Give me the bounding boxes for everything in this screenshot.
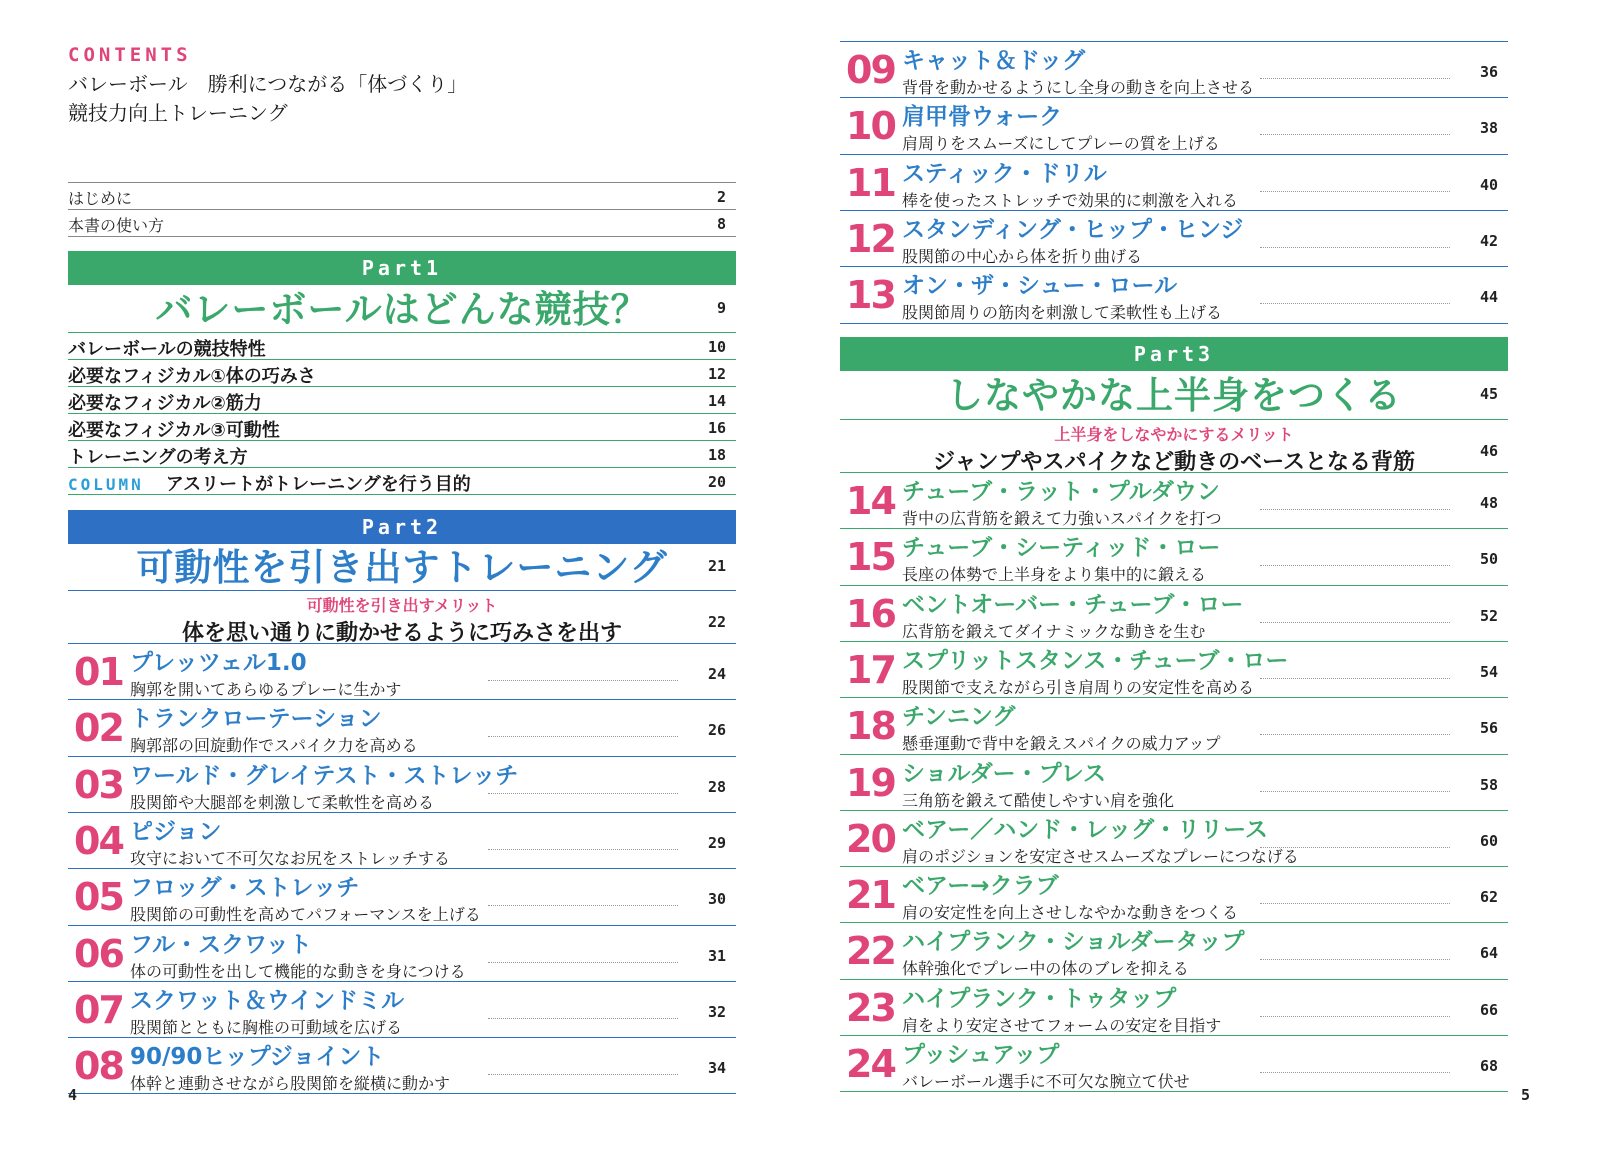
exercise-page: 29 xyxy=(707,833,726,852)
leader-dots xyxy=(1260,303,1450,304)
exercise-number: 08 xyxy=(74,1044,123,1089)
part1-item-title: トレーニングの考え方 xyxy=(68,447,248,468)
part3-bar: Part3 xyxy=(840,337,1508,371)
exercise-number: 02 xyxy=(74,706,123,751)
part1-page: 9 xyxy=(716,299,726,317)
part3-heading[interactable] xyxy=(840,371,1508,417)
exercise-title: チンニング xyxy=(902,704,1016,731)
exercise-number: 13 xyxy=(846,273,895,318)
exercise-page: 34 xyxy=(707,1059,726,1078)
exercise-title: スプリットスタンス・チューブ・ロー xyxy=(902,647,1289,674)
exercise-title: スクワット＆ウインドミル xyxy=(130,987,405,1014)
leader-dots xyxy=(1260,78,1450,79)
page-number-right: 5 xyxy=(1520,1086,1530,1104)
exercise-entry[interactable] xyxy=(840,528,1508,585)
exercise-number: 12 xyxy=(846,216,895,261)
exercise-number: 15 xyxy=(846,535,895,580)
book-title-line2: 競技力向上トレーニング xyxy=(68,101,288,125)
leader-dots xyxy=(1260,191,1450,192)
exercise-number: 04 xyxy=(74,818,123,863)
exercise-entry[interactable] xyxy=(68,1037,736,1094)
leader-dots xyxy=(1260,247,1450,248)
toc-item-intro[interactable] xyxy=(68,182,736,210)
exercise-title: プレッツェル1.0 xyxy=(130,650,307,676)
column-page: 20 xyxy=(707,473,726,491)
exercise-entry[interactable] xyxy=(840,210,1508,267)
part3-title: しなやかな上半身をつくる xyxy=(946,374,1402,417)
part1-item-page: 12 xyxy=(707,365,726,383)
leader-dots xyxy=(1260,509,1450,510)
exercise-title: ワールド・グレイテスト・ストレッチ xyxy=(130,762,519,789)
exercise-title: ベアー／ハンド・レッグ・リリース xyxy=(902,816,1268,843)
exercise-page: 31 xyxy=(707,946,726,965)
exercise-page: 40 xyxy=(1479,175,1498,194)
exercise-description: 胸郭部の回旋動作でスパイク力を高める xyxy=(130,736,418,756)
exercise-description: 肩の安定性を向上させしなやかな動きをつくる xyxy=(902,903,1239,923)
exercise-entry[interactable] xyxy=(840,266,1508,323)
exercise-number: 01 xyxy=(74,650,123,694)
exercise-page: 52 xyxy=(1479,606,1498,625)
part1-heading[interactable] xyxy=(68,285,736,331)
exercise-description: 体幹強化でプレー中の体のブレを抑える xyxy=(902,959,1189,979)
exercise-page: 24 xyxy=(707,665,726,683)
toc-item-howto[interactable] xyxy=(68,209,736,237)
exercise-entry[interactable] xyxy=(68,868,736,925)
exercise-number: 20 xyxy=(846,816,895,861)
exercise-description: 股関節の可動性を高めてパフォーマンスを上げる xyxy=(130,905,481,925)
exercise-number: 24 xyxy=(846,1042,895,1086)
merit-title: ジャンプやスパイクなど動きのベースとなる背筋 xyxy=(932,450,1416,475)
exercise-title: 肩甲骨ウォーク xyxy=(902,104,1063,131)
divider xyxy=(840,1091,1508,1092)
exercise-description: 股関節周りの筋肉を刺激して柔軟性も上げる xyxy=(902,303,1223,323)
exercise-page: 62 xyxy=(1479,888,1498,907)
exercise-entry[interactable] xyxy=(68,643,736,700)
book-title xyxy=(68,70,467,128)
leader-dots xyxy=(1260,1016,1450,1017)
part2-merit[interactable] xyxy=(68,590,736,646)
exercise-entry[interactable] xyxy=(68,981,736,1038)
merit-page: 22 xyxy=(707,613,726,631)
exercise-description: 懸垂運動で背中を鍛えスパイクの威力アップ xyxy=(902,734,1221,754)
part1-item-page: 18 xyxy=(707,446,726,464)
exercise-description: 背骨を動かせるようにし全身の動きを向上させる xyxy=(902,78,1255,97)
exercise-page: 26 xyxy=(707,721,726,740)
exercise-description: 股関節の中心から体を折り曲げる xyxy=(902,246,1143,266)
exercise-title: ベアー→クラブ xyxy=(902,873,1059,900)
exercise-description: 広背筋を鍛えてダイナミックな動きを生む xyxy=(902,621,1206,641)
leader-dots xyxy=(488,736,678,737)
column-title: アスリートがトレーニングを行う目的 xyxy=(165,474,471,495)
merit-page: 46 xyxy=(1479,442,1498,460)
exercise-title: 90/90ヒップジョイント xyxy=(130,1044,385,1071)
exercise-number: 21 xyxy=(846,873,895,918)
exercise-page: 54 xyxy=(1479,662,1498,681)
part2-heading[interactable] xyxy=(68,543,736,589)
exercise-entry[interactable] xyxy=(840,979,1508,1036)
exercise-title: キャット＆ドッグ xyxy=(902,48,1086,74)
exercise-number: 14 xyxy=(846,479,895,523)
exercise-description: 三角筋を鍛えて酷使しやすい肩を強化 xyxy=(902,790,1175,810)
part1-item-title: バレーボールの競技特性 xyxy=(68,339,266,360)
contents-label: CONTENTS xyxy=(68,44,192,66)
exercise-title: フロッグ・ストレッチ xyxy=(130,875,360,902)
exercise-page: 32 xyxy=(707,1002,726,1021)
part1-item-title: 必要なフィジカル②筋力 xyxy=(68,393,262,414)
toc-item-title: 本書の使い方 xyxy=(68,216,165,235)
exercise-title: ショルダー・プレス xyxy=(902,760,1107,787)
exercise-page: 50 xyxy=(1479,550,1498,569)
part3-merit[interactable] xyxy=(840,419,1508,475)
leader-dots xyxy=(488,905,678,906)
leader-dots xyxy=(1260,622,1450,623)
exercise-entry[interactable] xyxy=(68,756,736,813)
exercise-number: 05 xyxy=(74,875,123,920)
column-tag: COLUMN xyxy=(68,475,144,494)
leader-dots xyxy=(1260,959,1450,960)
part1-item-page: 14 xyxy=(707,392,726,410)
exercise-description: 肩のポジションを安定させスムーズなプレーにつなげる xyxy=(902,846,1299,866)
part2-title: 可動性を引き出すトレーニング xyxy=(136,546,668,589)
exercise-page: 30 xyxy=(707,890,726,909)
leader-dots xyxy=(1260,791,1450,792)
exercise-page: 42 xyxy=(1479,231,1498,250)
toc-item-page: 8 xyxy=(716,215,726,233)
exercise-number: 22 xyxy=(846,929,895,974)
leader-dots xyxy=(488,962,678,963)
exercise-description: 股関節で支えながら引き肩周りの安定性を高める xyxy=(902,677,1255,697)
part1-item-title: 必要なフィジカル①体の巧みさ xyxy=(68,366,316,387)
exercise-description: 長座の体勢で上半身をより集中的に鍛える xyxy=(902,565,1207,585)
exercise-number: 07 xyxy=(74,987,123,1032)
exercise-page: 28 xyxy=(707,777,726,796)
exercise-number: 10 xyxy=(846,104,895,149)
exercise-entry[interactable] xyxy=(840,41,1508,98)
part1-item-title: 必要なフィジカル③可動性 xyxy=(68,420,280,441)
exercise-number: 03 xyxy=(74,762,123,807)
part1-title: バレーボールはどんな競技？ xyxy=(155,288,649,331)
exercise-entry[interactable] xyxy=(68,812,736,869)
exercise-entry[interactable] xyxy=(840,866,1508,923)
divider xyxy=(68,1093,736,1094)
exercise-title: ハイプランク・ショルダータップ xyxy=(902,929,1245,956)
part1-item[interactable] xyxy=(68,413,736,441)
exercise-number: 23 xyxy=(846,985,895,1030)
leader-dots xyxy=(488,1018,678,1019)
exercise-description: 胸郭を開いてあらゆるプレーに生かす xyxy=(130,680,402,699)
exercise-title: オン・ザ・シュー・ロール xyxy=(902,273,1178,300)
exercise-entry[interactable] xyxy=(840,754,1508,811)
exercise-title: プッシュアップ xyxy=(902,1042,1060,1068)
exercise-description: 体幹と連動させながら股関節を縦横に動かす xyxy=(130,1074,451,1094)
exercise-entry[interactable] xyxy=(840,810,1508,867)
exercise-description: 攻守において不可欠なお尻をストレッチする xyxy=(130,848,450,868)
exercise-number: 19 xyxy=(846,760,895,805)
part2-bar: Part2 xyxy=(68,510,736,544)
exercise-number: 11 xyxy=(846,160,895,205)
exercise-title: ピジョン xyxy=(130,818,222,845)
exercise-number: 06 xyxy=(74,931,123,976)
merit-subtitle: 可動性を引き出すメリット xyxy=(306,596,498,615)
part1-bar: Part1 xyxy=(68,251,736,285)
leader-dots xyxy=(488,680,678,681)
leader-dots xyxy=(1260,734,1450,735)
right-page xyxy=(800,0,1600,1161)
exercise-description: 背中の広背筋を鍛えて力強いスパイクを打つ xyxy=(902,509,1222,528)
exercise-entry[interactable] xyxy=(840,97,1508,154)
part3-page: 45 xyxy=(1479,385,1498,403)
exercise-entry[interactable] xyxy=(840,641,1508,698)
exercise-entry[interactable] xyxy=(840,472,1508,529)
exercise-description: 肩周りをスムーズにしてプレーの質を上げる xyxy=(902,134,1220,154)
leader-dots xyxy=(488,849,678,850)
exercise-title: トランクローテーション xyxy=(130,706,382,733)
exercise-entry[interactable] xyxy=(840,585,1508,642)
toc-item-page: 2 xyxy=(716,188,726,206)
exercise-description: 体の可動性を出して機能的な動きを身につける xyxy=(130,961,466,981)
exercise-number: 17 xyxy=(846,647,895,692)
exercise-number: 16 xyxy=(846,591,895,636)
leader-dots xyxy=(1260,1072,1450,1073)
exercise-description: 肩をより安定させてフォームの安定を目指す xyxy=(902,1015,1222,1035)
divider xyxy=(840,323,1508,324)
exercise-page: 68 xyxy=(1479,1057,1498,1075)
left-page xyxy=(0,0,790,1161)
exercise-title: チューブ・ラット・プルダウン xyxy=(902,479,1220,505)
exercise-description: 棒を使ったストレッチで効果的に刺激を入れる xyxy=(902,190,1238,210)
exercise-description: 股関節や大腿部を刺激して柔軟性を高める xyxy=(130,792,435,812)
exercise-page: 44 xyxy=(1479,288,1498,307)
exercise-number: 18 xyxy=(846,704,895,749)
exercise-entry[interactable] xyxy=(840,697,1508,754)
exercise-page: 58 xyxy=(1479,775,1498,794)
exercise-title: スタンディング・ヒップ・ヒンジ xyxy=(902,216,1244,243)
exercise-entry[interactable] xyxy=(840,922,1508,979)
exercise-entry[interactable] xyxy=(68,925,736,982)
exercise-number: 09 xyxy=(846,48,895,92)
exercise-page: 36 xyxy=(1479,63,1498,81)
divider xyxy=(68,236,736,237)
part1-item-page: 16 xyxy=(707,419,726,437)
part2-page: 21 xyxy=(707,557,726,575)
leader-dots xyxy=(1260,847,1450,848)
exercise-entry[interactable] xyxy=(68,699,736,756)
exercise-title: ベントオーバー・チューブ・ロー xyxy=(902,591,1244,618)
part1-item[interactable] xyxy=(68,332,736,360)
leader-dots xyxy=(1260,678,1450,679)
leader-dots xyxy=(488,793,678,794)
exercise-page: 38 xyxy=(1479,119,1498,138)
exercise-page: 60 xyxy=(1479,831,1498,850)
toc-item-title: はじめに xyxy=(68,189,133,208)
exercise-title: スティック・ドリル xyxy=(902,160,1107,187)
divider xyxy=(68,494,736,495)
exercise-title: ハイプランク・トゥタップ xyxy=(902,985,1177,1012)
leader-dots xyxy=(488,1074,678,1075)
exercise-page: 56 xyxy=(1479,719,1498,738)
leader-dots xyxy=(1260,134,1450,135)
part1-item-page: 10 xyxy=(707,338,726,356)
exercise-page: 66 xyxy=(1479,1000,1498,1019)
leader-dots xyxy=(1260,903,1450,904)
exercise-entry[interactable] xyxy=(840,1035,1508,1092)
book-title-line1: バレーボール 勝利につながる「体づくり」 xyxy=(68,72,468,96)
part1-item[interactable] xyxy=(68,386,736,414)
merit-title: 体を思い通りに動かせるように巧みさを出す xyxy=(181,621,622,646)
exercise-page: 64 xyxy=(1479,944,1498,963)
page-number-left: 4 xyxy=(68,1086,78,1104)
exercise-page: 48 xyxy=(1479,494,1498,512)
exercise-entry[interactable] xyxy=(840,154,1508,211)
part1-item[interactable] xyxy=(68,359,736,387)
merit-subtitle: 上半身をしなやかにするメリット xyxy=(1054,425,1294,444)
exercise-description: 股関節とともに胸椎の可動域を広げる xyxy=(130,1017,403,1037)
exercise-title: チューブ・シーティッド・ロー xyxy=(902,535,1221,562)
exercise-description: バレーボール選手に不可欠な腕立て伏せ xyxy=(902,1072,1190,1091)
column-item[interactable] xyxy=(68,467,736,495)
exercise-title: フル・スクワット xyxy=(130,931,312,958)
part1-item[interactable] xyxy=(68,440,736,468)
leader-dots xyxy=(1260,565,1450,566)
